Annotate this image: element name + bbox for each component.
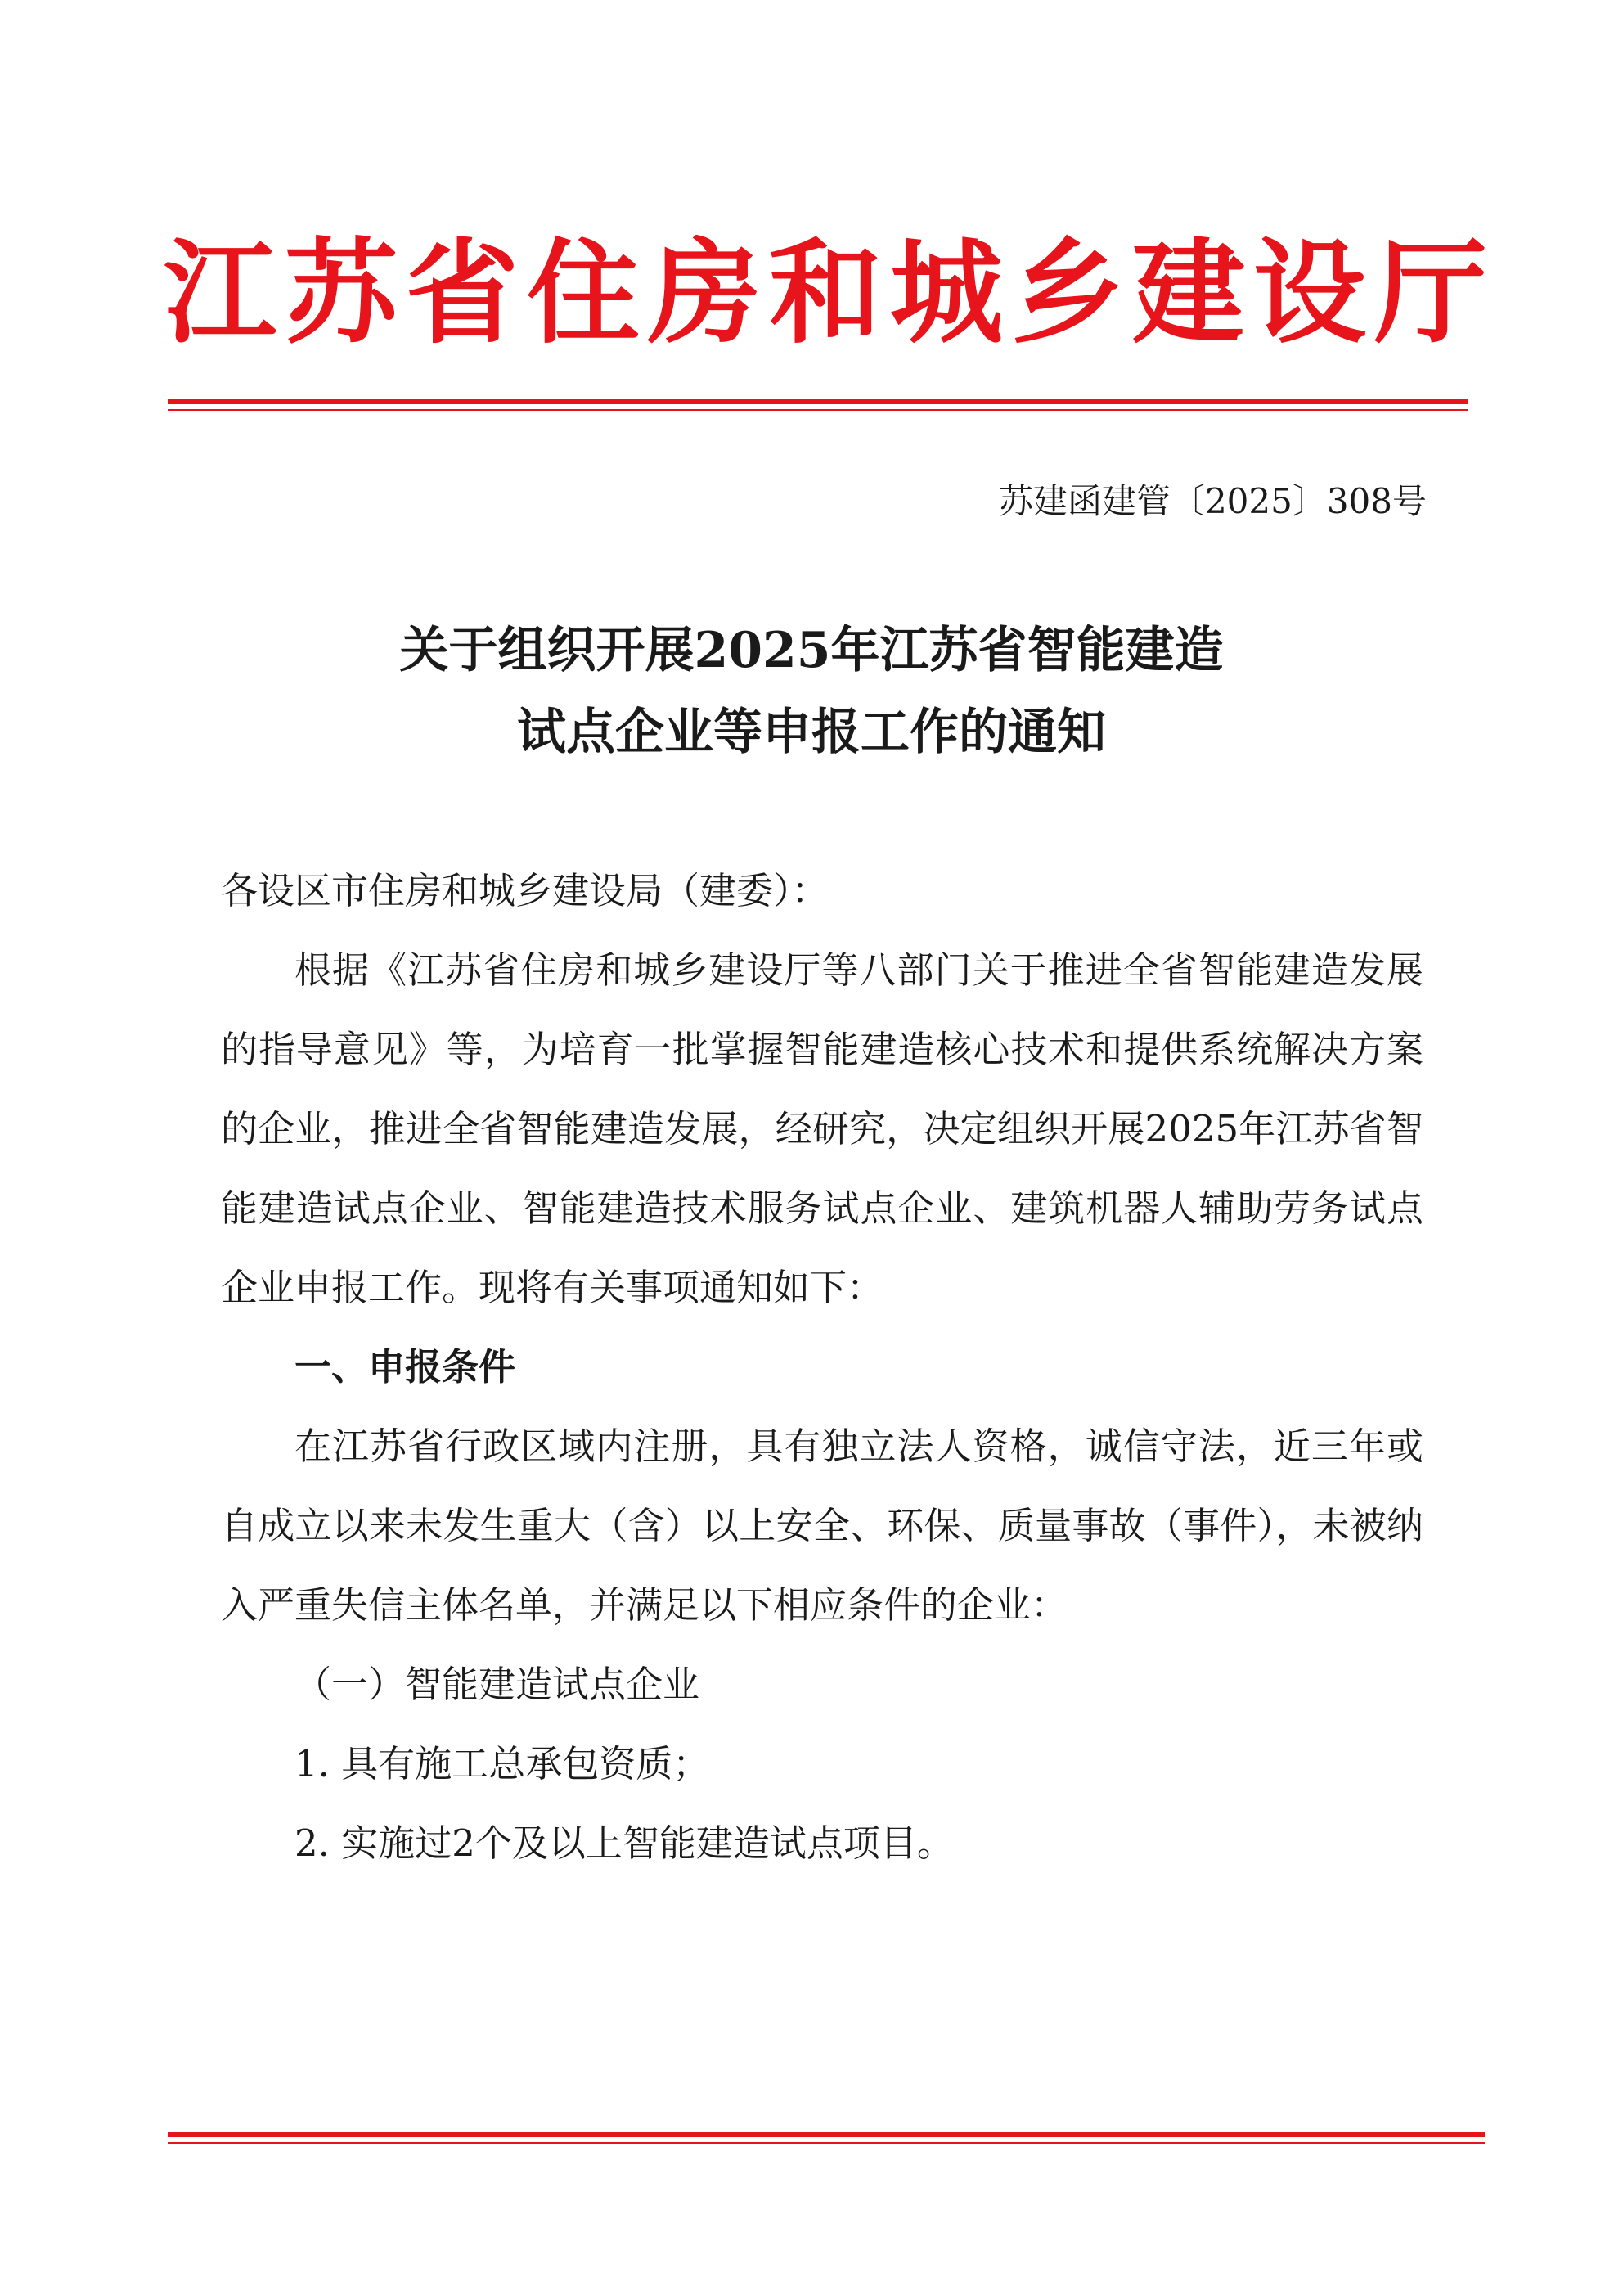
divider-thin-line xyxy=(168,409,1468,411)
section-heading-1: 一、申报条件 xyxy=(294,1345,516,1389)
footer-divider xyxy=(168,2132,1485,2144)
document-title xyxy=(0,610,1623,773)
footer-thick-line xyxy=(168,2132,1485,2137)
title-line-1: 关于组织开展2025年江苏省智能建造 xyxy=(399,622,1224,679)
footer-thin-line xyxy=(168,2142,1485,2144)
document-number: 苏建函建管〔2025〕308号 xyxy=(998,481,1427,521)
intro-paragraph: 根据《江苏省住房和城乡建设厅等八部门关于推进全省智能建造发展的指导意见》等，为培育一批掌握智能建造核心技术和提供系统解决方案的企业，推进全省智能建造发展，经研究，决定组织开展2025年江苏省智能建造试点企业、智能建造技术服务试点企业、建筑机器人辅助劳务试点企业申报工作。现将有关事项通知如下： xyxy=(221,948,1423,1309)
subsection-heading-1: （一）智能建造试点企业 xyxy=(294,1663,700,1706)
divider-thick-line xyxy=(168,399,1468,404)
section-1-paragraph: 在江苏省行政区域内注册，具有独立法人资格，诚信守法，近三年或自成立以来未发生重大（含）以上安全、环保、质量事故（事件），未被纳入严重失信主体名单，并满足以下相应条件的企业： xyxy=(221,1425,1423,1627)
agency-masthead: 江苏省住房和城乡建设厅 xyxy=(164,227,1496,359)
salutation: 各设区市住房和城乡建设局（建委）： xyxy=(221,869,829,912)
title-line-2: 试点企业等申报工作的通知 xyxy=(517,704,1106,761)
list-item: 1. 具有施工总承包资质； xyxy=(294,1742,710,1785)
document-body xyxy=(221,851,1423,1883)
list-item: 2. 实施过2个及以上智能建造试点项目。 xyxy=(294,1821,954,1865)
